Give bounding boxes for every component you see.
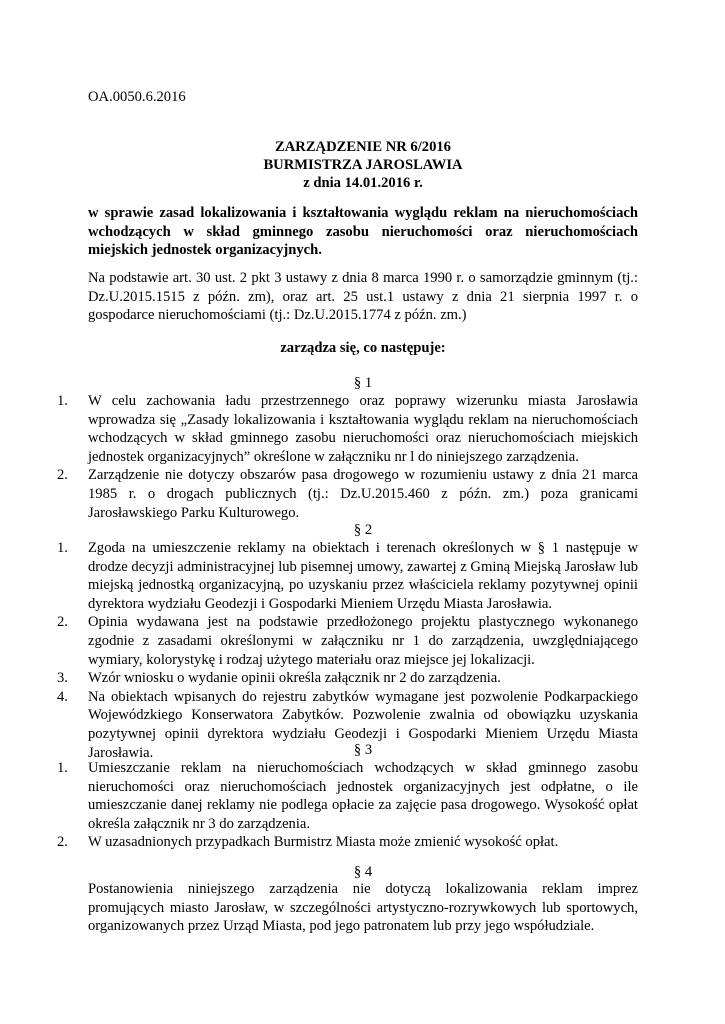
document-issuer: BURMISTRZA JAROSLAWIA: [263, 157, 463, 173]
item-text: Zgoda na umieszczenie reklamy na obiektach i terenach określonych w § 1 następuje w drodze decyzji administracyjnej lub pisemnej umowy, zawartej z Gminą Miejską Jarosław lub miejską jednostką organizacyjną, po uzyskaniu przez właściciela reklamy pozytywnej opinii dyrektora wydziału Geodezji i Gospodarki Mieniem Urzędu Miasta Jarosławia.: [88, 540, 638, 612]
section-3-list: [57, 759, 638, 852]
item-text: Na obiektach wpisanych do rejestru zabytków wymagane jest pozwolenie Podkarpackiego Wojewódzkiego Konserwatora Zabytków. Pozwolenie zwalnia od obowiązku uzyskania pozytywnej opinii dyrektora wydziału Geodezji i Gospodarki Mieniem Urzędu Miasta Jarosławia.: [88, 688, 638, 761]
item-text: Wzór wniosku o wydanie opinii określa załącznik nr 2 do zarządzenia.: [88, 670, 501, 687]
section-2-list: [57, 539, 638, 762]
list-item: [57, 392, 638, 466]
item-number: 1.: [57, 393, 68, 409]
section-1-heading: § 1: [353, 375, 373, 391]
section-4-paragraph: Postanowienia niniejszego zarządzenia nie dotyczą lokalizowania reklam imprez promujących miasto Jarosław, w szczególności artystyczno-rozrywkowych lub sportowych, organizowanych przez Urząd Miasta, pod jego patronatem lub przy jego współudziale.: [88, 881, 638, 935]
list-item: [57, 466, 638, 522]
legal-basis-paragraph: Na podstawie art. 30 ust. 2 pkt 3 ustawy z dnia 8 marca 1990 r. o samorządzie gminnym (tj.: Dz.U.2015.1515 z późn. zm), oraz art. 25 ust.1 ustawy z dnia 21 sierpnia 1997 r. o gospodarce nieruchomościami (tj.: Dz.U.2015.1774 z późn. zm.): [88, 270, 638, 324]
section-4-heading: § 4: [353, 864, 373, 880]
item-number: 2.: [57, 834, 68, 851]
item-number: 4.: [57, 688, 68, 705]
item-number: 3.: [57, 670, 68, 687]
list-item: [57, 759, 638, 833]
document-date: z dnia 14.01.2016 r.: [303, 175, 423, 191]
section-3-heading: § 3: [353, 742, 373, 758]
item-number: 1.: [57, 540, 68, 556]
document-title: ZARZĄDZENIE NR 6/2016: [275, 139, 451, 155]
list-item: [57, 613, 638, 669]
list-item: [57, 833, 638, 852]
list-item: [57, 539, 638, 613]
item-text: W uzasadnionych przypadkach Burmistrz Miasta może zmienić wysokość opłat.: [88, 834, 559, 851]
section-2-heading: § 2: [353, 522, 373, 538]
section-1-list: [57, 392, 638, 522]
item-number: 2.: [57, 614, 68, 631]
document-subject: w sprawie zasad lokalizowania i kształtowania wyglądu reklam na nieruchomościach wchodzących w skład gminnego zasobu nieruchomości oraz nieruchomościach miejskich jednostek organizacyjnych.: [88, 205, 638, 259]
item-number: 2.: [57, 467, 68, 484]
item-text: W celu zachowania ładu przestrzennego oraz poprawy wizerunku miasta Jarosławia wprowadza się „Zasady lokalizowania i kształtowania wyglądu reklam na nieruchomościach wchodzących w skład gminnego zasobu nieruchomości oraz nieruchomościach miejskich jednostek organizacyjnych” określone w załączniku nr l do niniejszego zarządzenia.: [88, 393, 638, 465]
item-number: 1.: [57, 760, 68, 776]
document-reference-number: OA.0050.6.2016: [88, 89, 186, 105]
item-text: Opinia wydawana jest na podstawie przedłożonego projektu plastycznego wykonanego zgodnie z zasadami określonymi w załączniku nr 1 do zarządzenia, uwzględniającego wymiary, kolorystykę i rodzaj użytego materiału oraz miejsce jej lokalizacji.: [88, 614, 638, 668]
decree-phrase: zarządza się, co następuje:: [280, 340, 446, 356]
item-text: Zarządzenie nie dotyczy obszarów pasa drogowego w rozumieniu ustawy z dnia 21 marca 1985 r. o drogach publicznych (tj.: Dz.U.2015.460 z późn. zm.) poza granicami Jarosławskiego Parku Kulturowego.: [88, 467, 638, 521]
item-text: Umieszczanie reklam na nieruchomościach wchodzących w skład gminnego zasobu nieruchomości oraz nieruchomościach jednostek organizacyjnych jest odpłatne, o ile umieszczanie danej reklamy nie podlega opłacie za zajęcie pasa drogowego. Wysokość opłat określa załącznik nr 3 do zarządzenia.: [88, 760, 638, 832]
list-item: [57, 669, 638, 688]
